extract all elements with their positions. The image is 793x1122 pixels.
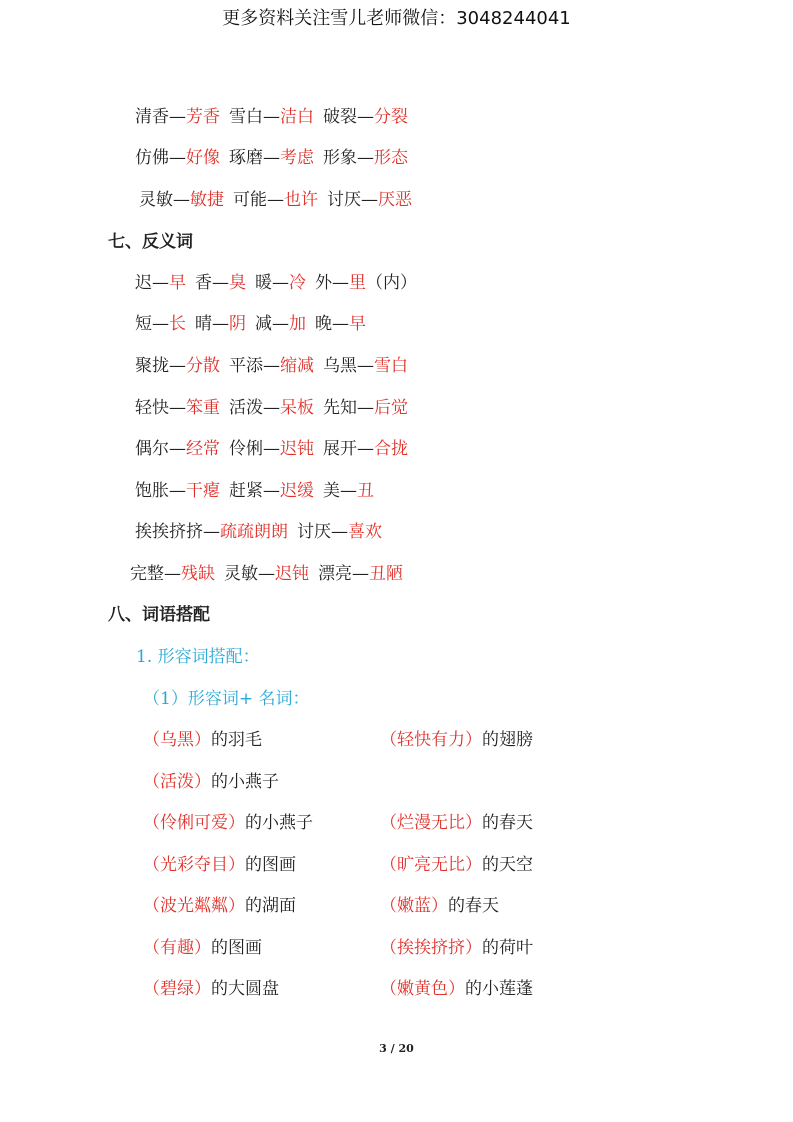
paren-close: ） — [465, 938, 482, 958]
collocation-item — [380, 853, 533, 877]
word: 减 — [255, 314, 272, 334]
dash: — — [164, 564, 181, 584]
dash: — — [267, 190, 284, 210]
noun-phrase: 的小燕子 — [211, 772, 279, 792]
noun-phrase: 的春天 — [448, 896, 499, 916]
dash: — — [169, 398, 186, 418]
dash: — — [263, 107, 280, 127]
word: 漂亮 — [318, 564, 352, 584]
noun-phrase: 的小燕子 — [245, 813, 313, 833]
word: 伶俐 — [229, 439, 263, 459]
answer-word: 合拢 — [374, 439, 408, 459]
noun-phrase: 的天空 — [482, 855, 533, 875]
noun-phrase: 的小莲蓬 — [465, 979, 533, 999]
word: 聚拢 — [135, 356, 169, 376]
dash: — — [263, 356, 280, 376]
answer-word: 迟缓 — [280, 481, 314, 501]
word: 破裂 — [323, 107, 357, 127]
paren-open: （ — [143, 979, 160, 999]
adjective: 乌黑 — [160, 730, 194, 750]
collocation-item — [143, 770, 279, 794]
paren-open: （ — [143, 772, 160, 792]
answer-word: 分散 — [186, 356, 220, 376]
noun-phrase: 的大圆盘 — [211, 979, 279, 999]
word: 讨厌 — [327, 190, 361, 210]
answer-word: 早 — [169, 273, 186, 293]
dash: — — [340, 481, 357, 501]
dash: — — [169, 148, 186, 168]
dash: — — [332, 273, 349, 293]
antonym-row — [135, 354, 408, 378]
word: 仿佛 — [135, 148, 169, 168]
antonym-row — [135, 312, 366, 336]
adjective: 轻快有力 — [397, 730, 465, 750]
word: 完整 — [130, 564, 164, 584]
answer-word: 分裂 — [374, 107, 408, 127]
collocation-item — [380, 728, 533, 752]
answer-word: 冷 — [289, 273, 306, 293]
collocation-item — [380, 936, 533, 960]
dash: — — [357, 107, 374, 127]
subsection-adjective-noun: （1）形容词+ 名词： — [143, 689, 310, 709]
word: 轻快 — [135, 398, 169, 418]
answer-word: 芳香 — [186, 107, 220, 127]
paren-close: ） — [228, 896, 245, 916]
dash: — — [332, 314, 349, 334]
answer-word: 好像 — [186, 148, 220, 168]
word: 展开 — [323, 439, 357, 459]
dash: — — [212, 314, 229, 334]
word: 先知 — [323, 398, 357, 418]
word: 晴 — [195, 314, 212, 334]
word-note: （内） — [366, 273, 417, 293]
paren-close: ） — [194, 730, 211, 750]
collocation-item — [143, 853, 296, 877]
answer-word: 阴 — [229, 314, 246, 334]
word: 活泼 — [229, 398, 263, 418]
collocation-item — [143, 894, 296, 918]
adjective: 旷亮无比 — [397, 855, 465, 875]
noun-phrase: 的荷叶 — [482, 938, 533, 958]
dash: — — [263, 148, 280, 168]
paren-open: （ — [143, 896, 160, 916]
answer-word: 残缺 — [181, 564, 215, 584]
answer-word: 丑 — [357, 481, 374, 501]
dash: — — [357, 439, 374, 459]
paren-open: （ — [143, 730, 160, 750]
paren-open: （ — [143, 813, 160, 833]
antonym-row — [135, 271, 417, 295]
collocation-item — [143, 811, 313, 835]
word: 迟 — [135, 273, 152, 293]
paren-close: ） — [465, 855, 482, 875]
paren-close: ） — [194, 938, 211, 958]
answer-word: 厌恶 — [378, 190, 412, 210]
answer-word: 迟钝 — [275, 564, 309, 584]
answer-word: 喜欢 — [348, 522, 382, 542]
paren-close: ） — [431, 896, 448, 916]
word: 短 — [135, 314, 152, 334]
adjective: 光彩夺目 — [160, 855, 228, 875]
answer-word: 臭 — [229, 273, 246, 293]
synonym-row — [139, 188, 412, 212]
word: 晚 — [315, 314, 332, 334]
paren-close: ） — [194, 772, 211, 792]
word: 形象 — [323, 148, 357, 168]
adjective: 嫩黄色 — [397, 979, 448, 999]
dash: — — [169, 481, 186, 501]
dash: — — [357, 356, 374, 376]
paren-open: （ — [380, 938, 397, 958]
word: 乌黑 — [323, 356, 357, 376]
paren-close: ） — [465, 813, 482, 833]
word: 可能 — [233, 190, 267, 210]
adjective: 活泼 — [160, 772, 194, 792]
word: 偶尔 — [135, 439, 169, 459]
answer-word: 丑陋 — [369, 564, 403, 584]
answer-word: 考虑 — [280, 148, 314, 168]
paren-open: （ — [380, 855, 397, 875]
answer-word: 干瘪 — [186, 481, 220, 501]
collocation-item — [143, 977, 279, 1001]
collocation-item — [143, 936, 262, 960]
paren-open: （ — [380, 979, 397, 999]
dash: — — [357, 148, 374, 168]
answer-word: 形态 — [374, 148, 408, 168]
paren-open: （ — [143, 855, 160, 875]
antonym-row — [130, 562, 403, 586]
adjective: 碧绿 — [160, 979, 194, 999]
answer-word: 呆板 — [280, 398, 314, 418]
noun-phrase: 的春天 — [482, 813, 533, 833]
answer-word: 疏疏朗朗 — [220, 522, 288, 542]
dash: — — [263, 398, 280, 418]
dash: — — [169, 107, 186, 127]
dash: — — [352, 564, 369, 584]
dash: — — [272, 314, 289, 334]
answer-word: 雪白 — [374, 356, 408, 376]
collocation-item — [380, 811, 533, 835]
word: 挨挨挤挤 — [135, 522, 203, 542]
dash: — — [272, 273, 289, 293]
answer-word: 敏捷 — [190, 190, 224, 210]
paren-close: ） — [228, 855, 245, 875]
word: 清香 — [135, 107, 169, 127]
section-title-collocation: 八、词语搭配 — [108, 605, 210, 625]
dash: — — [152, 273, 169, 293]
noun-phrase: 的羽毛 — [211, 730, 262, 750]
word: 赶紧 — [229, 481, 263, 501]
noun-phrase: 的湖面 — [245, 896, 296, 916]
page-header: 更多资料关注雪儿老师微信：3048244041 — [222, 8, 571, 29]
answer-word: 也许 — [284, 190, 318, 210]
adjective: 有趣 — [160, 938, 194, 958]
adjective: 波光粼粼 — [160, 896, 228, 916]
word: 琢磨 — [229, 148, 263, 168]
answer-word: 经常 — [186, 439, 220, 459]
word: 灵敏 — [139, 190, 173, 210]
paren-open: （ — [380, 813, 397, 833]
answer-word: 加 — [289, 314, 306, 334]
word: 讨厌 — [297, 522, 331, 542]
answer-word: 缩减 — [280, 356, 314, 376]
answer-word: 长 — [169, 314, 186, 334]
word: 雪白 — [229, 107, 263, 127]
synonym-row — [135, 146, 408, 170]
answer-word: 早 — [349, 314, 366, 334]
adjective: 嫩蓝 — [397, 896, 431, 916]
antonym-row — [135, 396, 408, 420]
section-title-antonyms: 七、反义词 — [108, 232, 193, 252]
dash: — — [263, 481, 280, 501]
paren-close: ） — [228, 813, 245, 833]
word: 灵敏 — [224, 564, 258, 584]
dash: — — [203, 522, 220, 542]
antonym-row — [135, 479, 374, 503]
paren-close: ） — [448, 979, 465, 999]
answer-word: 后觉 — [374, 398, 408, 418]
antonym-row — [135, 437, 408, 461]
paren-open: （ — [380, 896, 397, 916]
paren-open: （ — [143, 938, 160, 958]
dash: — — [331, 522, 348, 542]
noun-phrase: 的翅膀 — [482, 730, 533, 750]
noun-phrase: 的图画 — [211, 938, 262, 958]
dash: — — [263, 439, 280, 459]
collocation-item — [380, 977, 533, 1001]
word: 香 — [195, 273, 212, 293]
dash: — — [357, 398, 374, 418]
answer-word: 迟钝 — [280, 439, 314, 459]
answer-word: 里 — [349, 273, 366, 293]
paren-open: （ — [380, 730, 397, 750]
antonym-row — [135, 520, 382, 544]
collocation-item — [380, 894, 499, 918]
word: 美 — [323, 481, 340, 501]
dash: — — [173, 190, 190, 210]
adjective: 伶俐可爱 — [160, 813, 228, 833]
dash: — — [361, 190, 378, 210]
word: 暖 — [255, 273, 272, 293]
adjective: 挨挨挤挤 — [397, 938, 465, 958]
dash: — — [212, 273, 229, 293]
noun-phrase: 的图画 — [245, 855, 296, 875]
paren-close: ） — [194, 979, 211, 999]
dash: — — [152, 314, 169, 334]
page-number: 3 / 20 — [379, 1042, 414, 1055]
word: 饱胀 — [135, 481, 169, 501]
collocation-item — [143, 728, 262, 752]
paren-close: ） — [465, 730, 482, 750]
answer-word: 洁白 — [280, 107, 314, 127]
dash: — — [169, 439, 186, 459]
adjective: 烂漫无比 — [397, 813, 465, 833]
synonym-row — [135, 105, 408, 129]
word: 平添 — [229, 356, 263, 376]
subsection-adjective: 1. 形容词搭配： — [136, 647, 260, 667]
answer-word: 笨重 — [186, 398, 220, 418]
word: 外 — [315, 273, 332, 293]
dash: — — [169, 356, 186, 376]
dash: — — [258, 564, 275, 584]
